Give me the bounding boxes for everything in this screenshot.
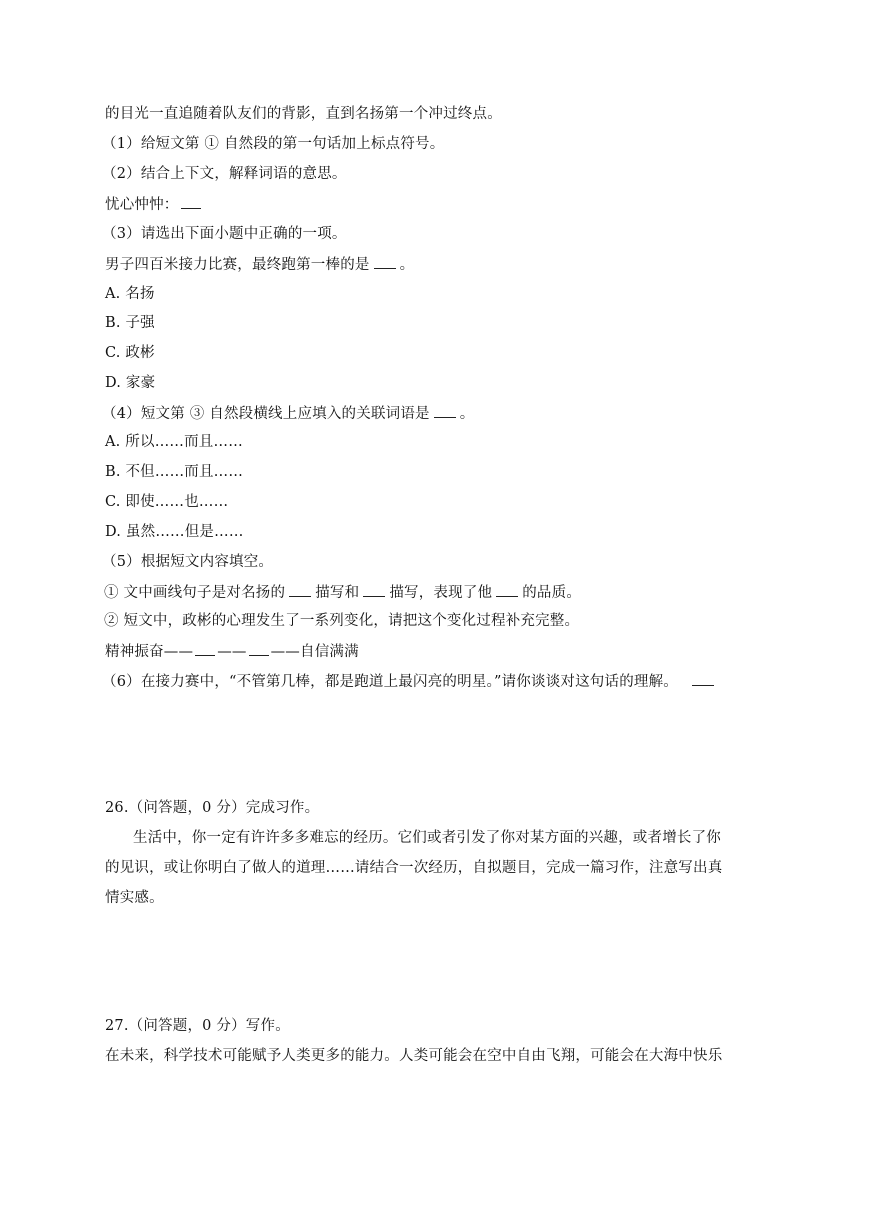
question-26-paragraph-line-1: 生活中，你一定有许许多多难忘的经历。它们或者引发了你对某方面的兴趣，或者增长了你 — [133, 830, 721, 846]
chain-start: 精神振奋—— — [105, 644, 194, 660]
answer-blank — [249, 641, 269, 656]
answer-blank — [289, 582, 311, 597]
question-3: （3）请选出下面小题中正确的一项。 — [102, 226, 347, 242]
question-3-stem-end: 。 — [399, 257, 415, 273]
question-5-part-1-text-a: ① 文中画线句子是对名扬的 — [104, 585, 286, 601]
question-5-part-1-text-b: 描写和 — [315, 585, 360, 601]
question-3-option-d: D. 家豪 — [105, 375, 156, 391]
question-6-text: （6）在接力赛中，“不管第几棒，都是跑道上最闪亮的明星。”请你谈谈对这句话的理解。 — [102, 674, 678, 690]
question-26-paragraph-line-2: 的见识，或让你明白了做人的道理……请结合一次经历，自拟题目，完成一篇习作，注意写出真 — [105, 860, 723, 876]
question-5-part-2: ② 短文中，政彬的心理发生了一系列变化，请把这个变化过程补充完整。 — [104, 613, 580, 629]
answer-blank — [496, 582, 518, 597]
question-4-option-d: D. 虽然……但是…… — [105, 524, 244, 540]
question-5-part-1-text-d: 的品质。 — [522, 585, 582, 601]
question-4 — [102, 403, 474, 424]
question-26-paragraph-line-3: 情实感。 — [105, 890, 164, 906]
question-2: （2）结合上下文，解释词语的意思。 — [102, 166, 347, 182]
question-27-heading: 27.（问答题，0 分）写作。 — [105, 1018, 290, 1034]
question-4-end: 。 — [459, 406, 475, 422]
question-3-stem — [105, 254, 414, 275]
question-2-answer-line — [105, 194, 203, 215]
question-27-paragraph-line-1: 在未来，科学技术可能赋予人类更多的能力。人类可能会在空中自由飞翔，可能会在大海中快乐 — [105, 1048, 723, 1064]
question-6 — [102, 671, 718, 692]
question-5: （5）根据短文内容填空。 — [102, 554, 274, 570]
question-3-option-a: A. 名扬 — [105, 286, 155, 302]
question-4-option-a: A. 所以……而且…… — [105, 434, 243, 450]
answer-blank — [181, 194, 201, 209]
question-1: （1）给短文第 ① 自然段的第一句话加上标点符号。 — [102, 136, 445, 152]
answer-blank — [692, 671, 714, 686]
question-4-text: （4）短文第 ③ 自然段横线上应填入的关联词语是 — [102, 406, 430, 422]
question-3-stem-text: 男子四百米接力比赛，最终跑第一棒的是 — [105, 257, 370, 273]
question-5-part-1-text-c: 描写，表现了他 — [389, 585, 493, 601]
answer-blank — [363, 582, 385, 597]
passage-continuation-line: 的目光一直追随着队友们的背影，直到名扬第一个冲过终点。 — [105, 106, 502, 122]
chain-mid: —— — [217, 644, 247, 660]
answer-blank — [434, 403, 456, 418]
question-4-option-c: C. 即使……也…… — [105, 494, 229, 510]
answer-blank — [195, 641, 215, 656]
question-3-option-b: B. 子强 — [105, 315, 155, 331]
chain-end: ——自信满满 — [270, 644, 359, 660]
answer-blank — [374, 254, 396, 269]
question-4-option-b: B. 不但……而且…… — [105, 464, 244, 480]
question-2-term: 忧心忡忡： — [105, 197, 179, 213]
question-3-option-c: C. 政彬 — [105, 345, 155, 361]
question-26-heading: 26.（问答题，0 分）完成习作。 — [105, 800, 320, 816]
question-5-chain — [105, 641, 359, 662]
question-5-part-1 — [104, 582, 581, 603]
